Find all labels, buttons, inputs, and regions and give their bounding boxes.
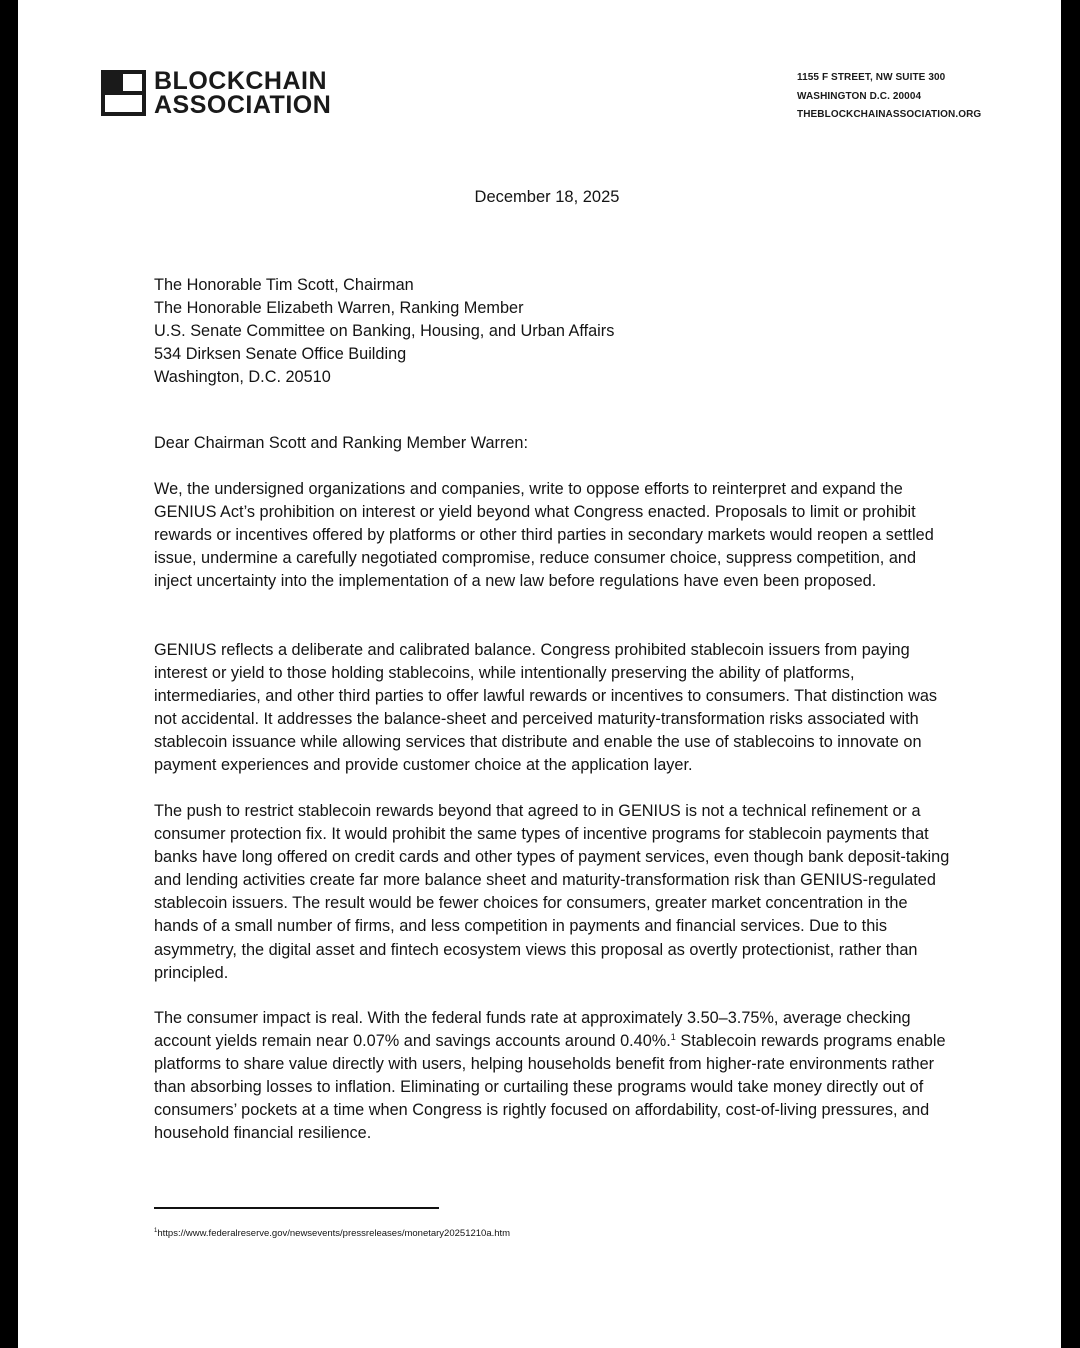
paragraph-3: The push to restrict stablecoin rewards beyond that agreed to in GENIUS is not a technical refinement or a consumer protection fix. It would prohibit the same types of incentive programs for stablecoin payments that banks have long offered on credit cards and other types of payment services, even though bank deposit-taking and lending activities create far more balance sheet and maturity-transformation risk than GENIUS-regulated stablecoin issuers. The result would be fewer choices for consumers, greater market concentration in the hands of a small number of firms, and less competition in payments and financial services. Due to this asymmetry, the digital asset and fintech ecosystem views this proposal as overtly protectionist, rather than principled. xyxy=(154,802,950,982)
paragraph-4 xyxy=(154,1007,954,1146)
paragraph-4-text-start: The consumer impact is real. With the federal funds rate at approximately 3.50–3.75%, average checking account yields remain near 0.07% and savings accounts around 0.40%. xyxy=(154,1009,911,1051)
letterhead-address xyxy=(797,69,981,125)
footnote xyxy=(154,1228,510,1240)
logo-line-2: ASSOCIATION xyxy=(154,91,332,119)
letter-date: December 18, 2025 xyxy=(474,188,620,206)
paragraph-2: GENIUS reflects a deliberate and calibrated balance. Congress prohibited stablecoin issuers from paying interest or yield to those holding stablecoins, while intentionally preserving the ability of platforms, intermediaries, and other third parties to offer lawful rewards or incentives to consumers. That distinction was not accidental. It addresses the balance-sheet and perceived maturity-transformation risks associated with stablecoin issuance while allowing services that distribute and enable the use of stablecoins to innovate on payment experiences and provide customer choice at the application layer. xyxy=(154,641,938,775)
recipient-line: 534 Dirksen Senate Office Building xyxy=(154,345,407,364)
recipient-line: Washington, D.C. 20510 xyxy=(154,368,331,387)
salutation: Dear Chairman Scott and Ranking Member Warren: xyxy=(154,434,529,452)
logo-line-1: BLOCKCHAIN xyxy=(154,67,328,95)
organization-logo xyxy=(101,69,331,117)
address-street: 1155 F STREET, NW SUITE 300 xyxy=(797,72,946,83)
recipient-block xyxy=(154,274,954,389)
recipient-line: The Honorable Elizabeth Warren, Ranking Member xyxy=(154,299,524,318)
paragraph-4-text-end: Stablecoin rewards programs enable platforms to share value directly with users, helping households benefit from higher-rate environments rather than absorbing losses to inflation. Eliminating or curtailing these programs would take money directly out of consumers’ pockets at a time when Congress is rightly focused on affordability, cost-of-living pressures, and household financial resilience. xyxy=(154,1032,946,1143)
footnote-reference: 1 xyxy=(670,1032,676,1043)
logo-wordmark xyxy=(154,69,331,117)
address-website: THEBLOCKCHAINASSOCIATION.ORG xyxy=(797,109,982,120)
footnote-divider xyxy=(154,1207,439,1209)
footnote-url: https://www.federalreserve.gov/newsevents/pressreleases/monetary20251210a.htm xyxy=(157,1228,511,1239)
paragraph-1: We, the undersigned organizations and companies, write to oppose efforts to reinterpret and expand the GENIUS Act’s prohibition on interest or yield beyond what Congress enacted. Proposals to limit or prohibit rewards or incentives offered by platforms or other third parties in secondary markets would reopen a settled issue, undermine a carefully negotiated compromise, reduce consumer choice, suppress competition, and inject uncertainty into the implementation of a new law before regulations have even been proposed. xyxy=(154,480,934,591)
recipient-line: U.S. Senate Committee on Banking, Housing, and Urban Affairs xyxy=(154,322,615,341)
blockchain-association-square-icon xyxy=(101,70,146,116)
letter-page xyxy=(18,0,1061,1348)
address-city: WASHINGTON D.C. 20004 xyxy=(797,90,922,102)
recipient-line: The Honorable Tim Scott, Chairman xyxy=(154,276,414,294)
footnote-marker: 1 xyxy=(154,1228,158,1234)
